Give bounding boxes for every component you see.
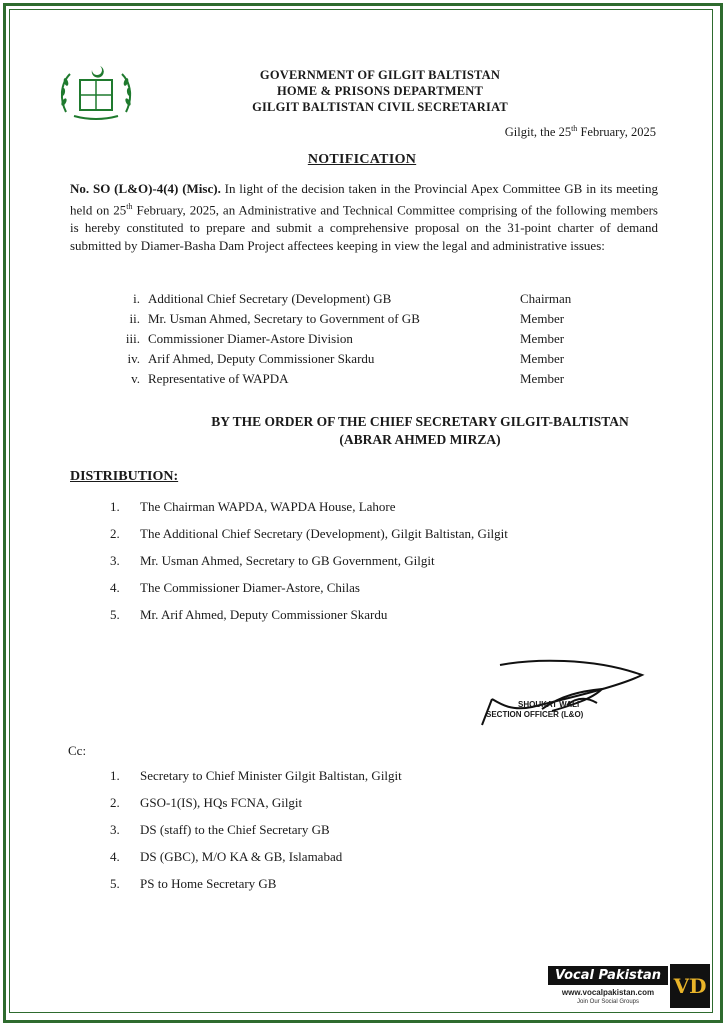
letterhead-line-1: GOVERNMENT OF GILGIT BALTISTAN — [259, 68, 501, 82]
signatory-block — [486, 700, 584, 720]
watermark-url[interactable]: www.vocalpakistan.com — [561, 988, 655, 997]
list-item: 2. GSO-1(IS), HQs FCNA, Gilgit — [110, 795, 303, 810]
committee-members-list — [100, 289, 600, 389]
list-item: 1. Secretary to Chief Minister Gilgit Baltistan, Gilgit — [110, 768, 402, 783]
letterhead-line-3: GILGIT BALTISTAN CIVIL SECRETARIAT — [252, 100, 508, 114]
list-item: 5. Mr. Arif Ahmed, Deputy Commissioner Skardu — [110, 607, 388, 622]
signatory-name: SHOUKAT WALI — [518, 700, 580, 709]
list-item: 3. DS (staff) to the Chief Secretary GB — [110, 822, 330, 837]
reference-number: No. SO (L&O)-4(4) (Misc). — [70, 181, 221, 196]
letterhead-line-2: HOME & PRISONS DEPARTMENT — [276, 84, 484, 98]
list-item: 2. The Additional Chief Secretary (Development), Gilgit Baltistan, Gilgit — [110, 526, 508, 541]
notification-body: No. SO (L&O)-4(4) (Misc). In light of the decision taken in the Provincial Apex Committee GB in its meeting held on 25th February, 2025, an Administrative and Technical Committee comprising of the following members is hereby constituted to prepare and submit a comprehensive proposal on the 31-point charter of demand submitted by Diamer-Basha Dam Project affectees keeping in view the legal and administrative issues: — [70, 181, 658, 254]
watermark-join: Join Our Social Groups — [576, 999, 640, 1005]
watermark-name: Vocal Pakistan — [548, 966, 668, 985]
signature — [472, 655, 672, 735]
member-row: ii. Mr. Usman Ahmed, Secretary to Government of GB Member — [129, 311, 565, 326]
letterhead — [180, 67, 580, 115]
member-row: iv. Arif Ahmed, Deputy Commissioner Skardu Member — [127, 351, 565, 366]
order-name: (ABRAR AHMED MIRZA) — [339, 432, 501, 447]
cc-list — [110, 766, 402, 901]
list-item: 4. DS (GBC), M/O KA & GB, Islamabad — [110, 849, 343, 864]
member-row: iii. Commissioner Diamer-Astore Division Member — [125, 331, 565, 346]
distribution-title: DISTRIBUTION: — [70, 469, 179, 484]
vocal-pakistan-watermark — [548, 962, 712, 1012]
member-row: v. Representative of WAPDA Member — [131, 371, 565, 386]
issue-date: Gilgit, the 25th February, 2025 — [504, 124, 656, 140]
cc-title: Cc: — [68, 743, 87, 758]
gb-emblem-logo — [56, 62, 136, 124]
list-item: 3. Mr. Usman Ahmed, Secretary to GB Government, Gilgit — [110, 553, 435, 568]
order-authority — [170, 413, 670, 449]
member-row: i. Additional Chief Secretary (Development) GB Chairman — [133, 291, 572, 306]
list-item: 5. PS to Home Secretary GB — [110, 876, 277, 891]
distribution-list — [110, 497, 508, 632]
vd-logo-icon: VD — [670, 964, 710, 1008]
list-item: 4. The Commissioner Diamer-Astore, Chilas — [110, 580, 360, 595]
signatory-title: SECTION OFFICER (L&O) — [486, 710, 584, 719]
notification-title: NOTIFICATION — [307, 152, 417, 167]
list-item: 1. The Chairman WAPDA, WAPDA House, Lahore — [110, 499, 396, 514]
order-line: BY THE ORDER OF THE CHIEF SECRETARY GILGIT-BALTISTAN — [211, 414, 629, 429]
